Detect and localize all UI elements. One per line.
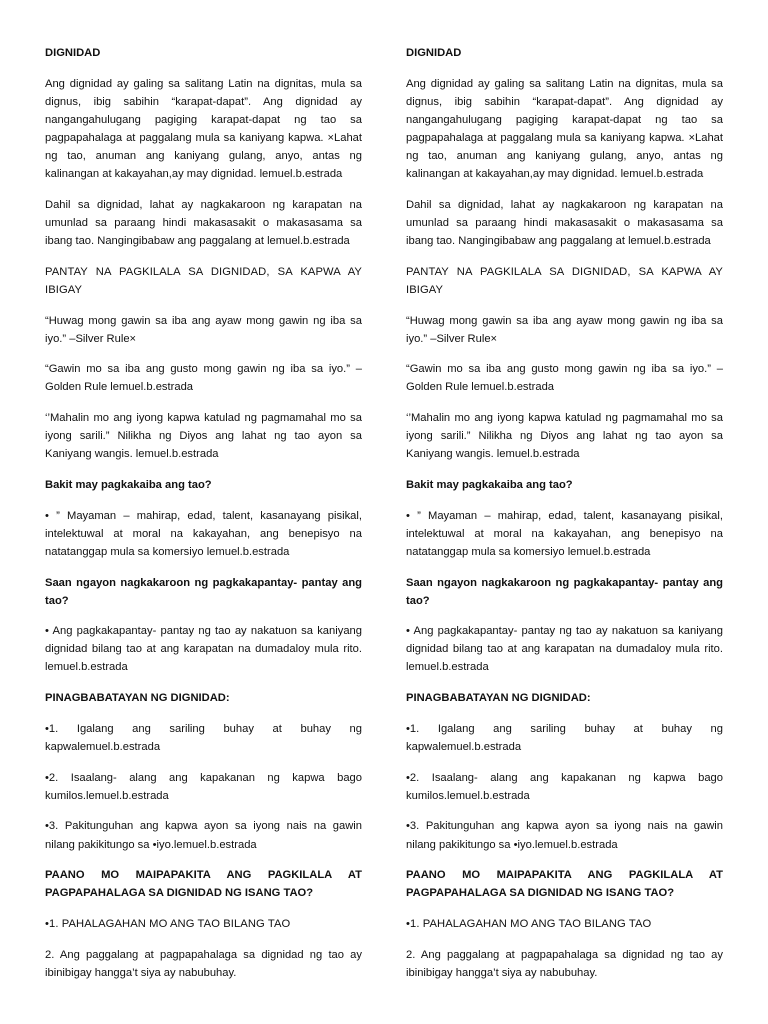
right-column [406, 44, 723, 994]
golden-rule-quote: “Gawin mo sa iba ang gusto mong gawin ng iba sa iyo.” –Golden Rule lemuel.b.estrada [45, 363, 362, 394]
question-paano: PAANO MO MAIPAPAKITA ANG PAGKILALA AT PAGPAPAHALAGA SA DIGNIDAD NG ISANG TAO? [45, 869, 362, 900]
golden-rule-quote: “Gawin mo sa iba ang gusto mong gawin ng iba sa iyo.” –Golden Rule lemuel.b.estrada [406, 363, 723, 394]
list-item-3: •3. Pakitunguhan ang kapwa ayon sa iyong nais na gawin nilang pakikitungo sa •iyo.lemuel.b.estrada [406, 820, 723, 851]
list-item-2: •2. Isaalang- alang ang kapakanan ng kapwa bago kumilos.lemuel.b.estrada [45, 771, 362, 802]
section-heading-pantay: PANTAY NA PAGKILALA SA DIGNIDAD, SA KAPWA AY IBIGAY [406, 265, 723, 296]
silver-rule-quote: “Huwag mong gawin sa iba ang ayaw mong gawin ng iba sa iyo.” –Silver Rule× [406, 314, 723, 345]
question-pagkakapantay: Saan ngayon nagkakaroon ng pagkakapantay- pantay ang tao? [406, 576, 723, 607]
question-paano: PAANO MO MAIPAPAKITA ANG PAGKILALA AT PAGPAPAHALAGA SA DIGNIDAD NG ISANG TAO? [406, 869, 723, 900]
question-pagkakapantay: Saan ngayon nagkakaroon ng pagkakapantay- pantay ang tao? [45, 576, 362, 607]
definition-paragraph: Ang dignidad ay galing sa salitang Latin na dignitas, mula sa dignus, ibig sabihin “karapat-dapat”. Ang dignidad ay nangangahulugang pagiging karapat-dapat ng tao sa pagpapahalaga at paggalang mula sa kaniyang kapwa. ×Lahat ng tao, anuman ang kaniyang gulang, anyo, antas ng kalinangan at kakayahan,ay may dignidad. lemuel.b.estrada [45, 77, 362, 181]
love-neighbor-quote: ‘’Mahalin mo ang iyong kapwa katulad ng pagmamahal mo sa iyong sarili.” Nilikha ng Diyos ang lahat ng tao ayon sa Kaniyang wangis. lemuel.b.estrada [406, 412, 723, 461]
definition-paragraph: Ang dignidad ay galing sa salitang Latin na dignitas, mula sa dignus, ibig sabihin “karapat-dapat”. Ang dignidad ay nangangahulugang pagiging karapat-dapat ng tao sa pagpapahalaga at paggalang mula sa kaniyang kapwa. ×Lahat ng tao, anuman ang kaniyang gulang, anyo, antas ng kalinangan at kakayahan,ay may dignidad. lemuel.b.estrada [406, 77, 723, 181]
list-item-3: •3. Pakitunguhan ang kapwa ayon sa iyong nais na gawin nilang pakikitungo sa •iyo.lemuel.b.estrada [45, 820, 362, 851]
answer-pagkakapantay: • Ang pagkakapantay- pantay ng tao ay nakatuon sa kaniyang dignidad bilang tao at ang karapatan na dumadaloy mula rito. lemuel.b.estrada [406, 625, 723, 674]
question-pagkakaiba: Bakit may pagkakaiba ang tao? [45, 478, 212, 491]
section-heading-pantay: PANTAY NA PAGKILALA SA DIGNIDAD, SA KAPWA AY IBIGAY [45, 265, 362, 296]
section-heading-pinagbabatayan: PINAGBABATAYAN NG DIGNIDAD: [406, 692, 591, 705]
document-title: DIGNIDAD [45, 47, 101, 59]
document-title: DIGNIDAD [406, 47, 462, 59]
numbered-item-1: •1. PAHALAGAHAN MO ANG TAO BILANG TAO [45, 917, 291, 930]
list-item-1: •1. Igalang ang sariling buhay at buhay ng kapwalemuel.b.estrada [406, 722, 723, 753]
answer-pagkakapantay: • Ang pagkakapantay- pantay ng tao ay nakatuon sa kaniyang dignidad bilang tao at ang karapatan na dumadaloy mula rito. lemuel.b.estrada [45, 625, 362, 674]
left-column [45, 44, 362, 994]
numbered-item-1: •1. PAHALAGAHAN MO ANG TAO BILANG TAO [406, 917, 652, 930]
answer-pagkakaiba: • ” Mayaman – mahirap, edad, talent, kasanayang pisikal, intelektuwal at moral na kakayahan, ang benepisyo na natatanggap mula sa komersiyo lemuel.b.estrada [45, 509, 362, 558]
rights-paragraph: Dahil sa dignidad, lahat ay nagkakaroon ng karapatan na umunlad sa paraang hindi makasasakit o makasasama sa ibang tao. Nangingibabaw ang paggalang at lemuel.b.estrada [406, 198, 723, 248]
numbered-item-2: 2. Ang paggalang at pagpapahalaga sa dignidad ng tao ay ibinibigay hangga’t siya ay nabubuhay. [45, 948, 362, 979]
love-neighbor-quote: ‘’Mahalin mo ang iyong kapwa katulad ng pagmamahal mo sa iyong sarili.” Nilikha ng Diyos ang lahat ng tao ayon sa Kaniyang wangis. lemuel.b.estrada [45, 412, 362, 461]
silver-rule-quote: “Huwag mong gawin sa iba ang ayaw mong gawin ng iba sa iyo.” –Silver Rule× [45, 314, 362, 345]
numbered-item-2: 2. Ang paggalang at pagpapahalaga sa dignidad ng tao ay ibinibigay hangga’t siya ay nabubuhay. [406, 948, 723, 979]
rights-paragraph: Dahil sa dignidad, lahat ay nagkakaroon ng karapatan na umunlad sa paraang hindi makasasakit o makasasama sa ibang tao. Nangingibabaw ang paggalang at lemuel.b.estrada [45, 198, 362, 248]
section-heading-pinagbabatayan: PINAGBABATAYAN NG DIGNIDAD: [45, 692, 230, 705]
list-item-2: •2. Isaalang- alang ang kapakanan ng kapwa bago kumilos.lemuel.b.estrada [406, 771, 723, 802]
list-item-1: •1. Igalang ang sariling buhay at buhay ng kapwalemuel.b.estrada [45, 722, 362, 753]
answer-pagkakaiba: • ” Mayaman – mahirap, edad, talent, kasanayang pisikal, intelektuwal at moral na kakayahan, ang benepisyo na natatanggap mula sa komersiyo lemuel.b.estrada [406, 509, 723, 558]
question-pagkakaiba: Bakit may pagkakaiba ang tao? [406, 478, 573, 491]
